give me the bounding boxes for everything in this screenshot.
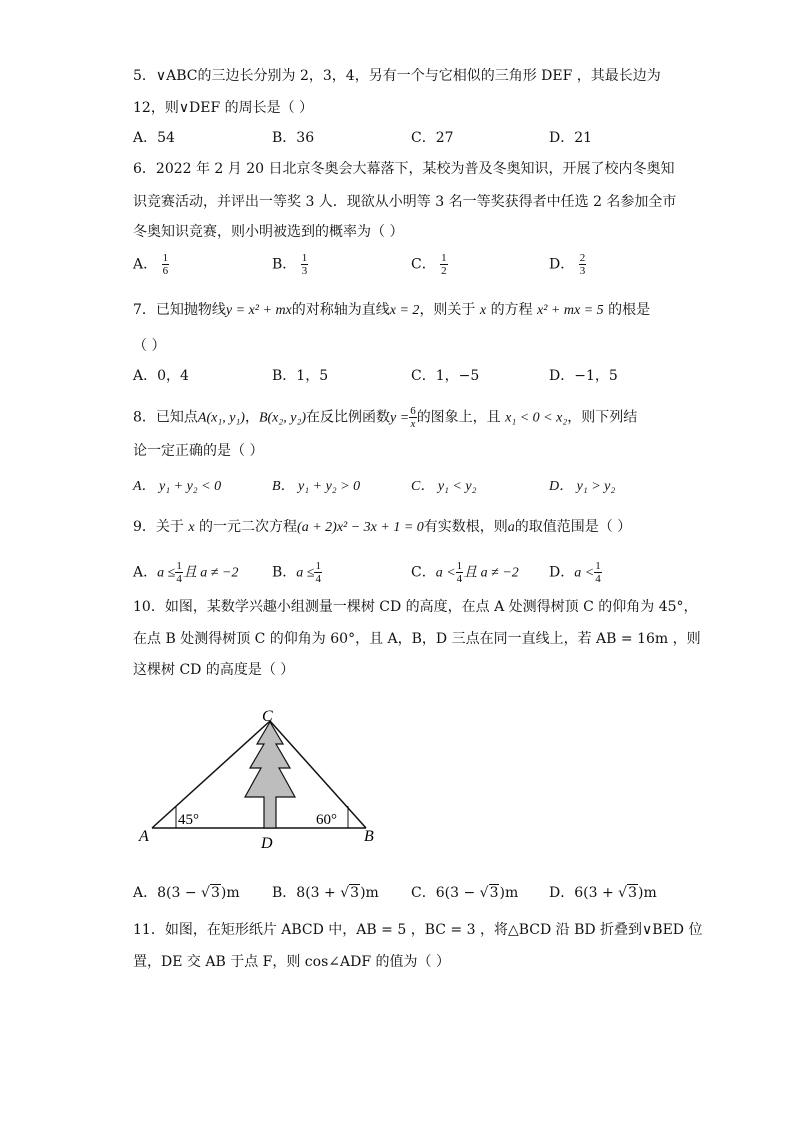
q8-line-1 (133, 405, 637, 430)
fraction (440, 252, 448, 277)
q6-line-1: 6．2022 年 2 月 20 日北京冬奥会大幕落下，某校为普及冬奥知识，开展了校内冬奥知 (133, 161, 675, 177)
denominator: 4 (315, 573, 321, 585)
point-label-c: C (262, 708, 273, 725)
q10-option-a (133, 883, 240, 903)
unit: )m (220, 885, 240, 901)
text: 在反比例函数 (306, 409, 391, 426)
fraction (175, 560, 183, 585)
unit: )m (499, 885, 519, 901)
radicand: 3 (210, 885, 220, 901)
q6-option-b (272, 252, 308, 277)
numerator: 1 (315, 560, 321, 572)
sight-line-ac (152, 721, 270, 828)
denominator: 3 (301, 265, 308, 277)
q6-line-3: 冬奥知识竞赛，则小明被选到的概率为（ ） (133, 224, 404, 240)
variable: x (479, 303, 487, 318)
q9-option-c (411, 560, 519, 585)
angle-label-a: 45° (178, 812, 199, 828)
q5-option-b: B．36 (272, 130, 315, 146)
q7-option-d: D．−1，5 (549, 368, 618, 384)
expression: 8(3 − (157, 885, 202, 901)
denominator: 2 (441, 265, 447, 277)
option-label: C． (411, 564, 436, 581)
text: 的方程 (490, 302, 533, 318)
numerator: 1 (441, 252, 447, 264)
inequality: a < (574, 565, 595, 581)
q10-option-c (411, 883, 518, 903)
sqrt-icon: √ (201, 885, 210, 901)
q10-option-b (272, 883, 379, 903)
q7-option-c: C．1，−5 (411, 368, 480, 384)
q10-line-2: 在点 B 处测得树顶 C 的仰角为 60°，且 A，B，D 三点在同一直线上，若 AB = 16m ，则 (133, 631, 701, 647)
q11-line-1: 11．如图，在矩形纸片 ABCD 中，AB = 5 ，BC = 3 ，将△BCD 沿 BD 折叠到∨BED 位 (133, 922, 703, 938)
text: ，则下列结 (567, 409, 638, 426)
expression: 6(3 − (435, 885, 480, 901)
option-label: A． (133, 256, 158, 273)
q5-line-1: 5．∨ABC的三边长分别为 2，3，4，另有一个与它相似的三角形 DEF ，其最长边为 (133, 68, 661, 84)
q6-option-a (133, 252, 169, 277)
q9-option-d (549, 560, 602, 585)
sqrt-icon: √ (479, 885, 489, 901)
equation: (a + 2)x² − 3x + 1 = 0 (297, 520, 424, 535)
option-label: B． (272, 564, 297, 581)
q7-option-a: A．0，4 (133, 368, 189, 384)
q5-line-2: 12，则∨DEF 的周长是（ ） (133, 100, 314, 116)
numerator: 2 (579, 252, 586, 264)
text: 有实数根，则 (423, 519, 508, 535)
radicand: 3 (350, 885, 360, 901)
point-b: B(x₂, y₂) (258, 410, 307, 426)
denominator: 4 (456, 573, 463, 585)
option-label: B． (272, 256, 297, 273)
q10-option-d (549, 883, 657, 903)
option-label: D． (549, 885, 575, 901)
text: 7．已知抛物线 (133, 302, 226, 318)
point-label-d: D (261, 835, 273, 852)
numerator: 1 (595, 560, 601, 572)
sqrt-icon: √ (618, 885, 628, 901)
denominator: x (410, 418, 416, 430)
q11-line-2: 置，DE 交 AB 于点 F，则 cos∠ADF 的值为（ ） (133, 954, 450, 970)
q9-line-1 (133, 517, 631, 538)
variable: a (507, 520, 515, 535)
denominator: 3 (579, 265, 586, 277)
q6-option-d (549, 252, 586, 277)
equation: x = 2 (389, 303, 420, 318)
fraction (301, 252, 309, 277)
expression: 8(3 + (296, 885, 341, 901)
equation: x² + mx = 5 (537, 303, 604, 318)
point-label-b: B (364, 828, 374, 845)
text: 的根是 (608, 302, 651, 318)
option-label: C． (411, 885, 436, 901)
text: 的取值范围是（ ） (514, 519, 632, 535)
tree-icon (245, 722, 295, 828)
denominator: 4 (595, 573, 601, 585)
q8-option-b: B． y₁ + y₂ > 0 (272, 479, 361, 494)
condition: 且 a ≠ −2 (182, 565, 239, 581)
denominator: 6 (162, 265, 169, 277)
radicand: 3 (628, 885, 637, 901)
text: 8．已知点 (133, 409, 198, 426)
unit: )m (360, 885, 379, 901)
q8-option-a: A． y₁ + y₂ < 0 (133, 479, 222, 494)
option-label: D． (549, 564, 575, 581)
inequality: a ≤ (296, 565, 315, 581)
q7-line-1 (133, 300, 650, 321)
sqrt-icon: √ (340, 885, 350, 901)
inequality: a ≤ (157, 565, 176, 581)
q8-line-2: 论一定正确的是（ ） (133, 443, 264, 459)
text: ， (244, 409, 259, 426)
q7-line-2: （ ） (133, 338, 166, 354)
variable: x (188, 520, 195, 535)
q10-line-3: 这棵树 CD 的高度是（ ） (133, 662, 295, 678)
option-label: A． (133, 885, 158, 901)
text: 的对称轴为直线 (291, 302, 390, 318)
radicand: 3 (489, 885, 499, 901)
q5-option-c: C．27 (411, 130, 454, 146)
fraction (409, 405, 417, 430)
numerator: 1 (176, 560, 182, 572)
unit: )m (638, 885, 657, 901)
q6-option-c (411, 252, 448, 277)
q10-line-1: 10．如图，某数学兴趣小组测量一棵树 CD 的高度，在点 A 处测得树顶 C 的仰角为 45°， (133, 599, 698, 615)
q9-option-b (272, 560, 322, 585)
numerator: 1 (301, 252, 308, 264)
text: 9．关于 (133, 519, 184, 535)
point-a: A(x₁, y₁) (197, 410, 245, 426)
q9-option-a (133, 560, 238, 585)
equation: y = x² + mx (225, 303, 292, 318)
fraction (162, 252, 170, 277)
expression: 6(3 + (574, 885, 619, 901)
fraction (579, 252, 587, 277)
denominator: 4 (176, 573, 182, 585)
function-lhs: y = (390, 410, 410, 426)
text: 的图象上，且 (416, 409, 501, 426)
condition: x₁ < 0 < x₂ (505, 410, 568, 426)
q5-option-d: D．21 (549, 130, 593, 146)
q5-option-a: A．54 (133, 130, 175, 146)
q6-line-2: 识竞赛活动，并评出一等奖 3 人．现欲从小明等 3 名一等奖获得者中任选 2 名参加全市 (133, 194, 677, 210)
fraction (314, 560, 322, 585)
text: 的一元二次方程 (199, 519, 298, 535)
option-label: B． (272, 885, 297, 901)
tree-measurement-figure (130, 700, 390, 860)
numerator: 6 (410, 405, 416, 417)
option-label: A． (133, 564, 158, 581)
angle-label-b: 60° (316, 812, 337, 828)
fraction (594, 560, 602, 585)
option-label: D． (549, 256, 575, 273)
point-label-a: A (139, 828, 149, 845)
text: ，则关于 (419, 302, 476, 318)
option-label: C． (411, 256, 436, 273)
condition: 且 a ≠ −2 (463, 565, 519, 581)
numerator: 1 (456, 560, 463, 572)
q8-option-d: D． y₁ > y₂ (549, 479, 616, 494)
q8-option-c: C． y₁ < y₂ (411, 479, 477, 494)
inequality: a < (435, 565, 456, 581)
numerator: 1 (162, 252, 169, 264)
q7-option-b: B．1，5 (272, 368, 329, 384)
